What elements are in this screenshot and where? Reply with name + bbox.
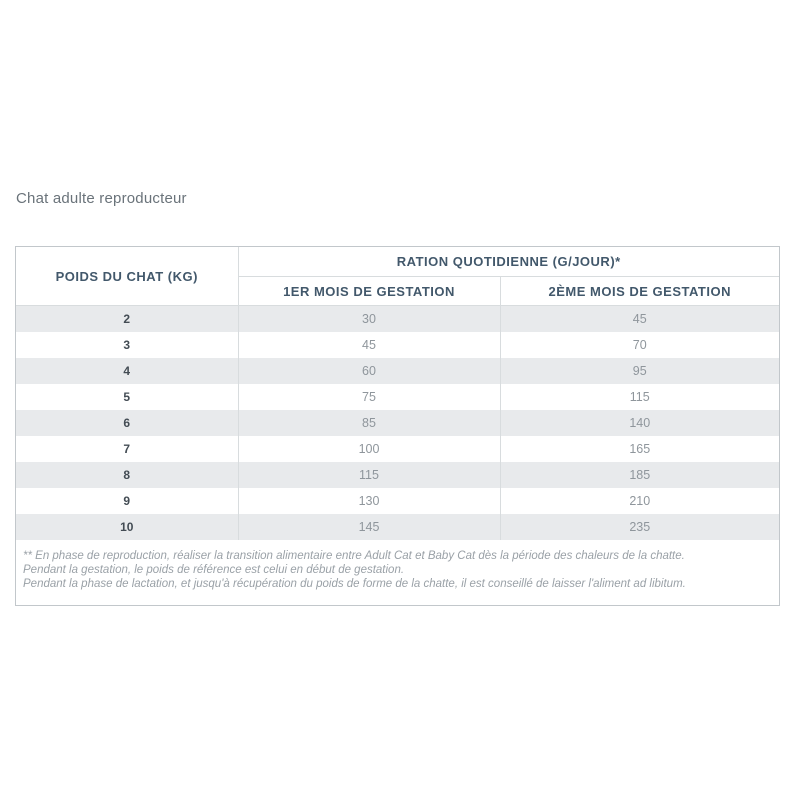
table-footnote	[16, 540, 779, 605]
footnote-line-1: ** En phase de reproduction, réaliser la transition alimentaire entre Adult Cat et Baby Cat dès la période des chaleurs de la chatte.	[23, 550, 685, 562]
weight-cell: 10	[120, 520, 134, 534]
ration-table	[16, 247, 779, 540]
month2-cell: 95	[500, 358, 779, 384]
header-row-1	[16, 247, 779, 277]
month1-cell: 45	[238, 332, 500, 358]
col-header-month2: 2ÈME MOIS DE GESTATION	[500, 277, 779, 306]
table-body	[16, 306, 779, 541]
table-row	[16, 436, 779, 462]
table-header	[16, 247, 779, 306]
weight-cell: 5	[123, 390, 131, 404]
col-header-month1: 1ER MOIS DE GESTATION	[238, 277, 500, 306]
table-row	[16, 488, 779, 514]
table-row	[16, 462, 779, 488]
month2-cell: 140	[500, 410, 779, 436]
weight-cell: 8	[123, 468, 131, 482]
month2-cell: 185	[500, 462, 779, 488]
weight-cell: 2	[123, 312, 131, 326]
table-row	[16, 306, 779, 333]
month1-cell: 85	[238, 410, 500, 436]
month1-cell: 60	[238, 358, 500, 384]
month1-cell: 100	[238, 436, 500, 462]
month1-cell: 115	[238, 462, 500, 488]
month2-cell: 70	[500, 332, 779, 358]
month1-cell: 145	[238, 514, 500, 540]
table-row	[16, 332, 779, 358]
footnote-line-3: Pendant la phase de lactation, et jusqu'à récupération du poids de forme de la chatte, il est conseillé de laisser l'aliment ad libitum.	[23, 578, 686, 590]
weight-cell: 6	[123, 416, 131, 430]
table-row	[16, 410, 779, 436]
month2-cell: 115	[500, 384, 779, 410]
weight-cell: 7	[123, 442, 131, 456]
weight-cell: 4	[123, 364, 131, 378]
footnote-line-2: Pendant la gestation, le poids de référence est celui en début de gestation.	[23, 564, 405, 576]
col-header-ration-group: RATION QUOTIDIENNE (G/JOUR)*	[238, 247, 779, 277]
col-header-weight: POIDS DU CHAT (KG)	[16, 247, 238, 306]
page-title: Chat adulte reproducteur	[16, 190, 187, 207]
feeding-ration-table	[15, 246, 780, 606]
month1-cell: 130	[238, 488, 500, 514]
month2-cell: 45	[500, 306, 779, 333]
table-row	[16, 514, 779, 540]
table-row	[16, 358, 779, 384]
weight-cell: 3	[123, 338, 131, 352]
month2-cell: 235	[500, 514, 779, 540]
month2-cell: 210	[500, 488, 779, 514]
month2-cell: 165	[500, 436, 779, 462]
month1-cell: 75	[238, 384, 500, 410]
table-row	[16, 384, 779, 410]
month1-cell: 30	[238, 306, 500, 333]
weight-cell: 9	[123, 494, 131, 508]
